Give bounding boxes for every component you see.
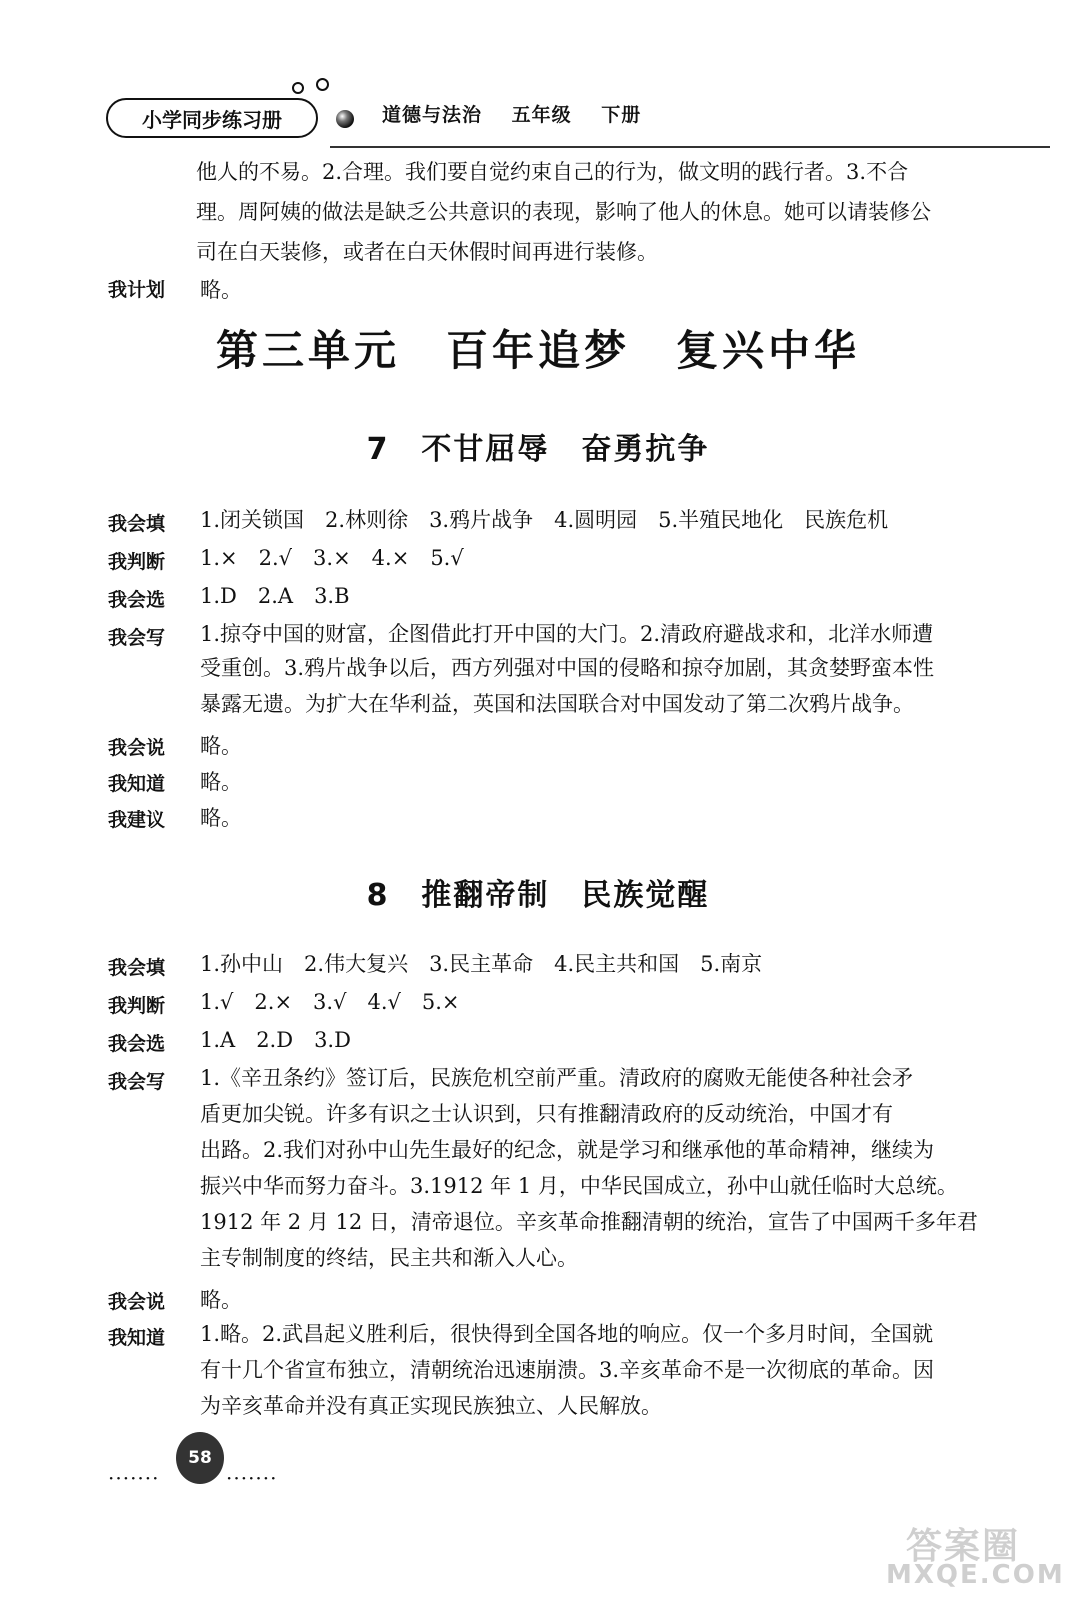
l8-write-line-1: 1.《辛丑条约》签订后，民族危机空前严重。清政府的腐败无能使各种社会矛 xyxy=(200,1066,914,1090)
l7-fill-text: 1.闭关锁国 2.林则徐 3.鸦片战争 4.圆明园 5.半殖民地化 民族危机 xyxy=(200,508,889,532)
l7-know-text: 略。 xyxy=(200,770,242,794)
prev-line-3: 司在白天装修，或者在白天休假时间再进行装修。 xyxy=(196,240,658,264)
page-footer xyxy=(108,1432,298,1492)
l8-judge-label: 我判断 xyxy=(108,995,166,1017)
book-title-badge: 小学同步练习册 xyxy=(106,98,318,138)
l7-write-line-2: 受重创。3.鸦片战争以后，西方列强对中国的侵略和掠夺加剧，其贪婪野蛮本性 xyxy=(200,656,935,680)
l8-say-label: 我会说 xyxy=(108,1291,166,1313)
prev-line-2: 理。周阿姨的做法是缺乏公共意识的表现，影响了他人的休息。她可以请装修公 xyxy=(196,200,931,224)
l8-say-text: 略。 xyxy=(200,1288,242,1312)
l7-judge-text: 1.× 2.√ 3.× 4.× 5.√ xyxy=(200,546,464,570)
bubble-decoration xyxy=(316,78,329,91)
l8-write-line-6: 主专制制度的终结，民主共和渐入人心。 xyxy=(200,1246,578,1270)
l7-suggest-label: 我建议 xyxy=(108,809,166,831)
subject-line xyxy=(382,100,663,127)
watermark-cn: 答案圈 xyxy=(906,1526,1021,1567)
l7-write-line-1: 1.掠夺中国的财富，企图借此打开中国的大门。2.清政府避战求和，北洋水师遭 xyxy=(200,622,934,646)
watermark-en: MXQE.COM xyxy=(886,1560,1065,1590)
l7-write-label: 我会写 xyxy=(108,627,166,649)
l7-choose-text: 1.D 2.A 3.B xyxy=(200,584,350,608)
l7-say-label: 我会说 xyxy=(108,737,166,759)
l8-know-line-3: 为辛亥革命并没有真正实现民族独立、人民解放。 xyxy=(200,1394,662,1418)
l8-know-label: 我知道 xyxy=(108,1327,166,1349)
lesson-7-title: 7 不甘屈辱 奋勇抗争 xyxy=(366,432,710,467)
prev-line-1: 他人的不易。2.合理。我们要自觉约束自己的行为，做文明的践行者。3.不合 xyxy=(196,160,909,184)
unit-title: 第三单元 百年追梦 复兴中华 xyxy=(215,326,860,375)
bubble-decoration xyxy=(292,82,304,94)
l8-write-line-3: 出路。2.我们对孙中山先生最好的纪念，就是学习和继承他的革命精神，继续为 xyxy=(200,1138,935,1162)
volume-name: 下册 xyxy=(601,104,642,126)
footer-dots-left: ······· xyxy=(108,1466,160,1490)
l7-fill-label: 我会填 xyxy=(108,513,166,535)
header-rule xyxy=(330,146,1050,148)
plan-label: 我计划 xyxy=(108,279,166,301)
l8-write-line-5: 1912 年 2 月 12 日，清帝退位。辛亥革命推翻清朝的统治，宣告了中国两千多年君 xyxy=(200,1210,978,1234)
l7-know-label: 我知道 xyxy=(108,773,166,795)
grade-name: 五年级 xyxy=(511,104,572,126)
l8-know-line-1: 1.略。2.武昌起义胜利后，很快得到全国各地的响应。仅一个多月时间，全国就 xyxy=(200,1322,934,1346)
footer-dots-right: ······· xyxy=(226,1466,278,1490)
l8-write-line-4: 振兴中华而努力奋斗。3.1912 年 1 月，中华民国成立，孙中山就任临时大总统。 xyxy=(200,1174,958,1198)
l8-write-label: 我会写 xyxy=(108,1071,166,1093)
l8-write-line-2: 盾更加尖锐。许多有识之士认识到，只有推翻清政府的反动统治，中国才有 xyxy=(200,1102,893,1126)
l7-suggest-text: 略。 xyxy=(200,806,242,830)
watermark-logo xyxy=(876,1518,1066,1596)
l7-choose-label: 我会选 xyxy=(108,589,166,611)
l8-choose-text: 1.A 2.D 3.D xyxy=(200,1028,351,1052)
l8-judge-text: 1.√ 2.× 3.√ 4.√ 5.× xyxy=(200,990,460,1014)
l8-fill-label: 我会填 xyxy=(108,957,166,979)
l7-say-text: 略。 xyxy=(200,734,242,758)
l8-know-line-2: 有十几个省宣布独立，清朝统治迅速崩溃。3.辛亥革命不是一次彻底的革命。因 xyxy=(200,1358,935,1382)
bullet-dot-icon xyxy=(336,110,354,128)
l7-write-line-3: 暴露无遗。为扩大在华利益，英国和法国联合对中国发动了第二次鸦片战争。 xyxy=(200,692,914,716)
lesson-8-title: 8 推翻帝制 民族觉醒 xyxy=(366,878,710,913)
l8-choose-label: 我会选 xyxy=(108,1033,166,1055)
page-number: 58 xyxy=(176,1432,224,1484)
l8-fill-text: 1.孙中山 2.伟大复兴 3.民主革命 4.民主共和国 5.南京 xyxy=(200,952,763,976)
l7-judge-label: 我判断 xyxy=(108,551,166,573)
plan-text: 略。 xyxy=(200,278,242,302)
page-header xyxy=(100,88,1050,148)
subject-name: 道德与法治 xyxy=(382,104,483,126)
